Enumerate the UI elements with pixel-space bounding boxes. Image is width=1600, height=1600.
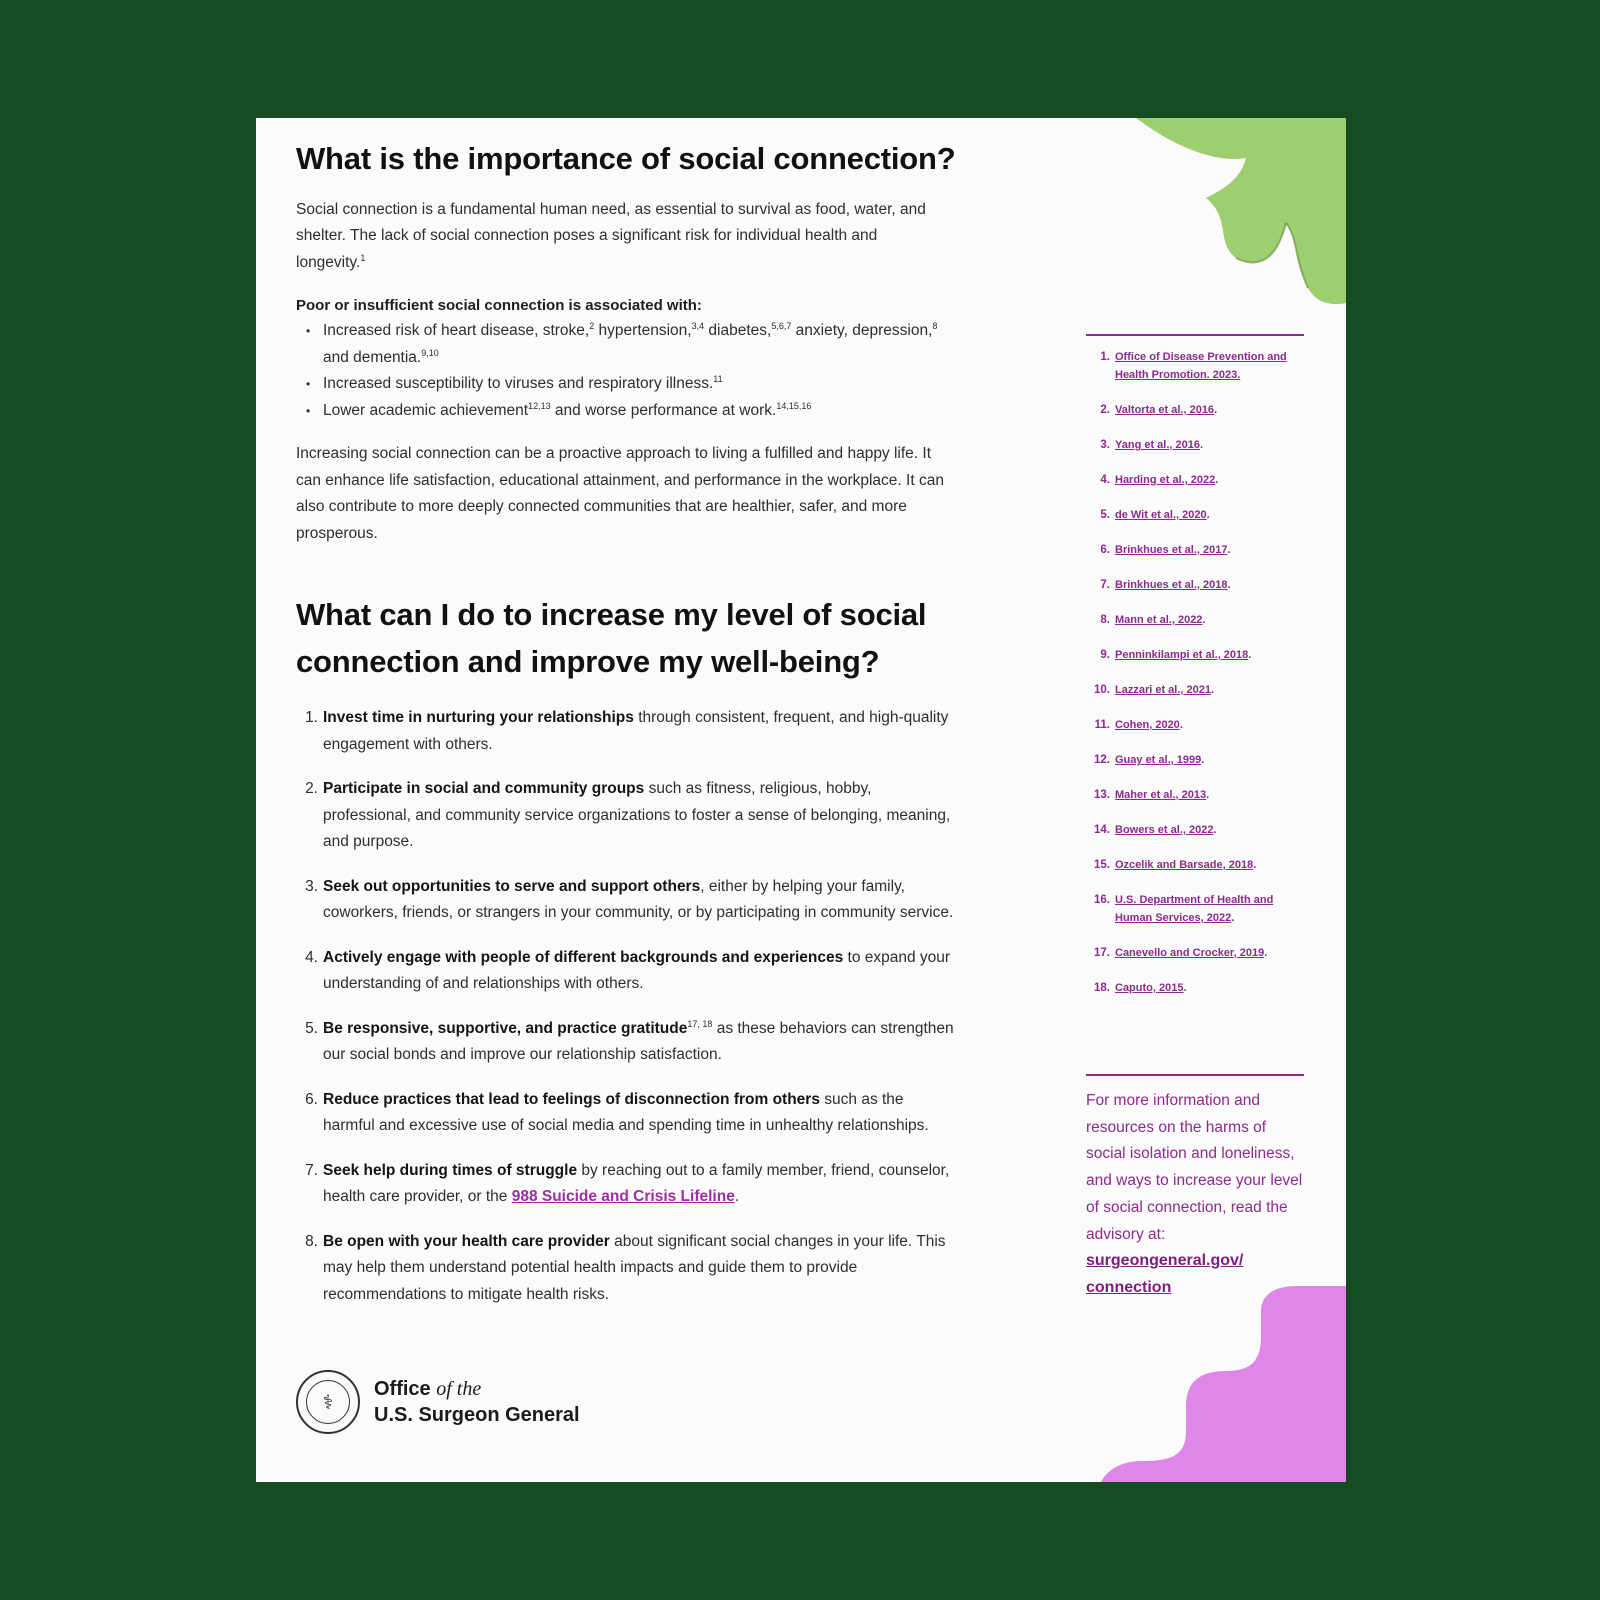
- reference-item[interactable]: 17. Canevello and Crocker, 2019.: [1094, 947, 1268, 959]
- action-item-4: 4. Actively engage with people of different backgrounds and experiences to expand your understanding of and relationships with others.: [305, 948, 951, 993]
- reference-item[interactable]: 8. Mann et al., 2022.: [1100, 614, 1206, 626]
- list-item: • Increased risk of heart disease, stroke,$^2$ hypertension,$^{3,4}$ diabetes,$^{5,6,7}$ anxiety, depression,$^8$ and dementia.$^{9,10}$: [306, 321, 938, 366]
- seal-icon: ⚕: [296, 1370, 360, 1434]
- more-info-box: [1086, 1074, 1306, 1302]
- reference-item[interactable]: 10. Lazzari et al., 2021.: [1094, 684, 1215, 696]
- closing-paragraph: Increasing social connection can be a proactive approach to living a fulfilled and happy life. It can enhance life satisfaction, educational attainment, and performance in the workplace. It can also contribute to more deeply connected communities that are healthier, safer, and more prosperous.: [296, 445, 944, 542]
- list-item: • Lower academic achievement$^{12,13}$ and worse performance at work.$^{14,15,16}$: [306, 400, 812, 419]
- actions-list: [296, 705, 956, 1308]
- reference-item[interactable]: 12. Guay et al., 1999.: [1094, 754, 1205, 766]
- list-item: • Increased susceptibility to viruses and respiratory illness.$^{11}$: [306, 374, 723, 393]
- references-sidebar: [1086, 334, 1306, 1014]
- associated-with-heading: Poor or insufficient social connection is associated with:: [296, 297, 702, 315]
- blob-decoration-icon: [1101, 1286, 1346, 1482]
- more-info-divider: [1086, 1074, 1304, 1076]
- reference-item[interactable]: 6. Brinkhues et al., 2017.: [1100, 544, 1231, 556]
- risk-bullet-list: [296, 318, 1016, 424]
- action-item-7: 7. Seek help during times of struggle by reaching out to a family member, friend, counselor, health care provider, or the 988 Suicide and Crisis Lifeline.: [305, 1161, 950, 1206]
- action-item-2: 2. Participate in social and community groups such as fitness, religious, hobby, professional, and community service organizations to foster a sense of belonging, meaning, and purpose.: [305, 780, 951, 851]
- reference-item[interactable]: 4. Harding et al., 2022.: [1100, 474, 1219, 486]
- intro-paragraph: Social connection is a fundamental human need, as essential to survival as food, water, and shelter. The lack of social connection poses a significant risk for individual health and longevity.$^1$: [296, 200, 926, 271]
- leaf-decoration-icon: [1136, 118, 1346, 308]
- action-item-6: 6. Reduce practices that lead to feelings of disconnection from others such as the harmful and excessive use of social media and spending time in unhealthy relationships.: [305, 1090, 929, 1135]
- action-item-8: 8. Be open with your health care provider about significant social changes in your life. This may help them understand potential health impacts and guide them to provide recommendations to mitigate health risks.: [305, 1232, 946, 1303]
- section2: [296, 591, 1016, 1308]
- fact-sheet-page: [256, 118, 1346, 1482]
- reference-item[interactable]: 11. Cohen, 2020.: [1094, 719, 1183, 731]
- surgeon-general-logo: [296, 1370, 580, 1434]
- reference-item[interactable]: 16. U.S. Department of Health and Human Services, 2022.: [1094, 894, 1274, 924]
- reference-item[interactable]: 9. Penninkilampi et al., 2018.: [1100, 649, 1252, 661]
- section2-heading: What can I do to increase my level of social connection and improve my well-being?: [296, 597, 927, 680]
- reference-item[interactable]: 1. Office of Disease Prevention and Health Promotion. 2023.: [1100, 351, 1287, 381]
- crisis-lifeline-link[interactable]: 988 Suicide and Crisis Lifeline: [511, 1188, 735, 1206]
- reference-item[interactable]: 15. Ozcelik and Barsade, 2018.: [1094, 859, 1257, 871]
- action-item-1: 1. Invest time in nurturing your relationships through consistent, frequent, and high-quality engagement with others.: [305, 709, 949, 753]
- section1-heading: What is the importance of social connection?: [296, 141, 956, 176]
- reference-item[interactable]: 5. de Wit et al., 2020.: [1100, 509, 1210, 521]
- reference-item[interactable]: 13. Maher et al., 2013.: [1094, 789, 1210, 801]
- reference-item[interactable]: 18. Caputo, 2015.: [1094, 982, 1187, 994]
- references-divider: [1086, 334, 1304, 336]
- reference-item[interactable]: 2. Valtorta et al., 2016.: [1100, 404, 1218, 416]
- reference-item[interactable]: 7. Brinkhues et al., 2018.: [1100, 579, 1231, 591]
- reference-item[interactable]: 14. Bowers et al., 2022.: [1094, 824, 1217, 836]
- reference-item[interactable]: 3. Yang et al., 2016.: [1100, 439, 1204, 451]
- office-name: Office of the U.S. Surgeon General: [374, 1378, 580, 1426]
- main-column: [296, 140, 1016, 1326]
- advisory-link[interactable]: surgeongeneral.gov/ connection: [1086, 1252, 1244, 1296]
- references-list: [1086, 348, 1306, 997]
- more-info-text: For more information and resources on the harms of social isolation and loneliness, and ways to increase your level of social connection, read the advisory at:: [1086, 1092, 1303, 1243]
- action-item-3: 3. Seek out opportunities to serve and support others, either by helping your family, coworkers, friends, or strangers in your community, or by participating in community service.: [305, 877, 954, 922]
- action-item-5: 5. Be responsive, supportive, and practice gratitude$^{17, 18}$ as these behaviors can strengthen our social bonds and improve our relationship satisfaction.: [305, 1018, 954, 1064]
